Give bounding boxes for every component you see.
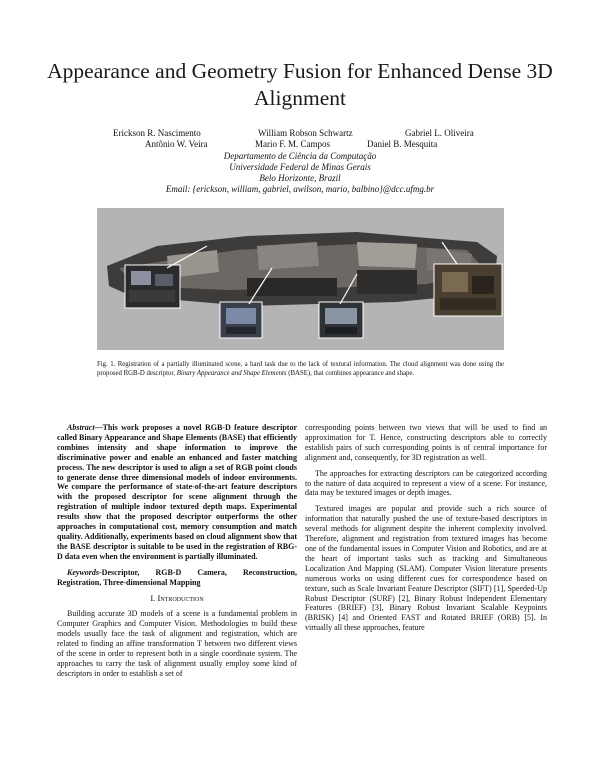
author-name: Gabriel L. Oliveira: [405, 128, 474, 138]
caption-text-b: (BASE), that combines appearance and shape.: [288, 369, 415, 377]
affiliation-department: Departamento de Ciência da Computação: [223, 151, 377, 161]
figure-point-cloud: [97, 208, 504, 350]
figure-caption: [97, 361, 504, 378]
author-name: Antônio W. Veira: [145, 139, 208, 149]
caption-text-a: Registration of a partially illuminated scene, a hard task due to the lack of textural information. The cloud alignment was done using the proposed RGB-D descriptor,: [97, 361, 504, 377]
author-name: Daniel B. Mesquita: [367, 139, 438, 149]
author-name: Erickson R. Nascimento: [113, 128, 201, 138]
keywords: [57, 568, 297, 588]
affiliation-email: Email: {erickson, william, gabriel, awilson, mario, balbino}@dcc.ufmg.br: [165, 184, 435, 194]
section-heading-introduction: I. Introduction: [150, 592, 204, 603]
author-name: Mario F. M. Campos: [255, 139, 331, 149]
point-cloud-illustration: [97, 208, 504, 350]
caption-descriptor-name: Binary Appearance and Shape Elements: [176, 369, 287, 377]
abstract-label: Abstract: [67, 423, 95, 432]
keywords-label: Keywords: [67, 567, 99, 577]
intro-paragraph: Building accurate 3D models of a scene is a fundamental problem in Computer Graphics and Computer Vision. Methodologies to build these models usually face the task of alignment and registration, which are related to finding an affine transformation T between two different views of the scene in order to represent both in a single coordinate system. The approaches to carry the task of alignment usually employ some kind of descriptors in order to establish a set of: [57, 609, 297, 678]
body-paragraph: corresponding points between two views that will be used to find an approximation for T. Hence, constructing descriptors able to correctly establish pairs of such corresponding points is of central importance for alignment and, consequently, for 3D registration as well.: [305, 423, 547, 462]
paper-title: Appearance and Geometry Fusion for Enhanced Dense 3D Alignment: [47, 59, 553, 110]
abstract: [57, 423, 297, 562]
body-paragraph: The approaches for extracting descriptors can be categorized according to the nature of data acquired to represent a view of a scene. For instance, data may be textured images or depth images.: [305, 468, 547, 498]
right-column: [305, 423, 547, 639]
caption-prefix: Fig. 1.: [97, 361, 116, 368]
affiliation-university: Universidade Federal de Minas Gerais: [229, 162, 371, 172]
body-paragraph: Textured images are popular and provide such a rich source of information that naturally pushed the use of texture-based descriptors in several methods for alignment despite the inherent complexity involved. Therefore, alignment and registration from textured images has become one of the fundamental issues in Computer Vision and Robotics, and are at the heart of important tasks such as tracking and Simultaneous Localization And Mapping (SLAM). Computer Vision literature presents numerous works on using different cues for correspondence based on texture, such as Scale Invariant Feature Descriptor (SIFT) [1], Speeded-Up Robust Descriptor (SURF) [2], Binary Robust Independent Elementary Features (BRIEF) [3], Binary Robust Invariant Scalable Keypoints (BRISK) [4] and Oriented FAST and Rotated BRIEF (ORB) [5]. In virtually all these approaches, feature: [305, 504, 547, 633]
left-column: [57, 423, 297, 685]
keywords-text: -Descriptor, RGB-D Camera, Reconstruction, Registration, Three-dimensional Mapping: [57, 567, 297, 587]
author-name: William Robson Schwartz: [258, 128, 353, 138]
abstract-text: —This work proposes a novel RGB-D feature descriptor called Binary Appearance and Shape Elements (BASE) that efficiently combines intensity and shape information to improve the discriminative power and enable an enhanced and faster matching process. The new descriptor is used to align a set of RGB point clouds to generate dense three dimensional models of indoor environments. We compare the performance of state-of-the-art feature descriptors with the proposed descriptor for scene alignment through the registration of multiple indoor textured depth maps. Experimental results show that the proposed descriptor outperforms the other approaches in computational cost, memory consumption and match quality. Additionally, experiments based on cloud alignment show that the BASE descriptor is suitable to be used in the registration of RBG-D data even when the environment is partially illuminated.: [57, 423, 297, 561]
affiliation-city: Belo Horizonte, Brazil: [259, 173, 341, 183]
